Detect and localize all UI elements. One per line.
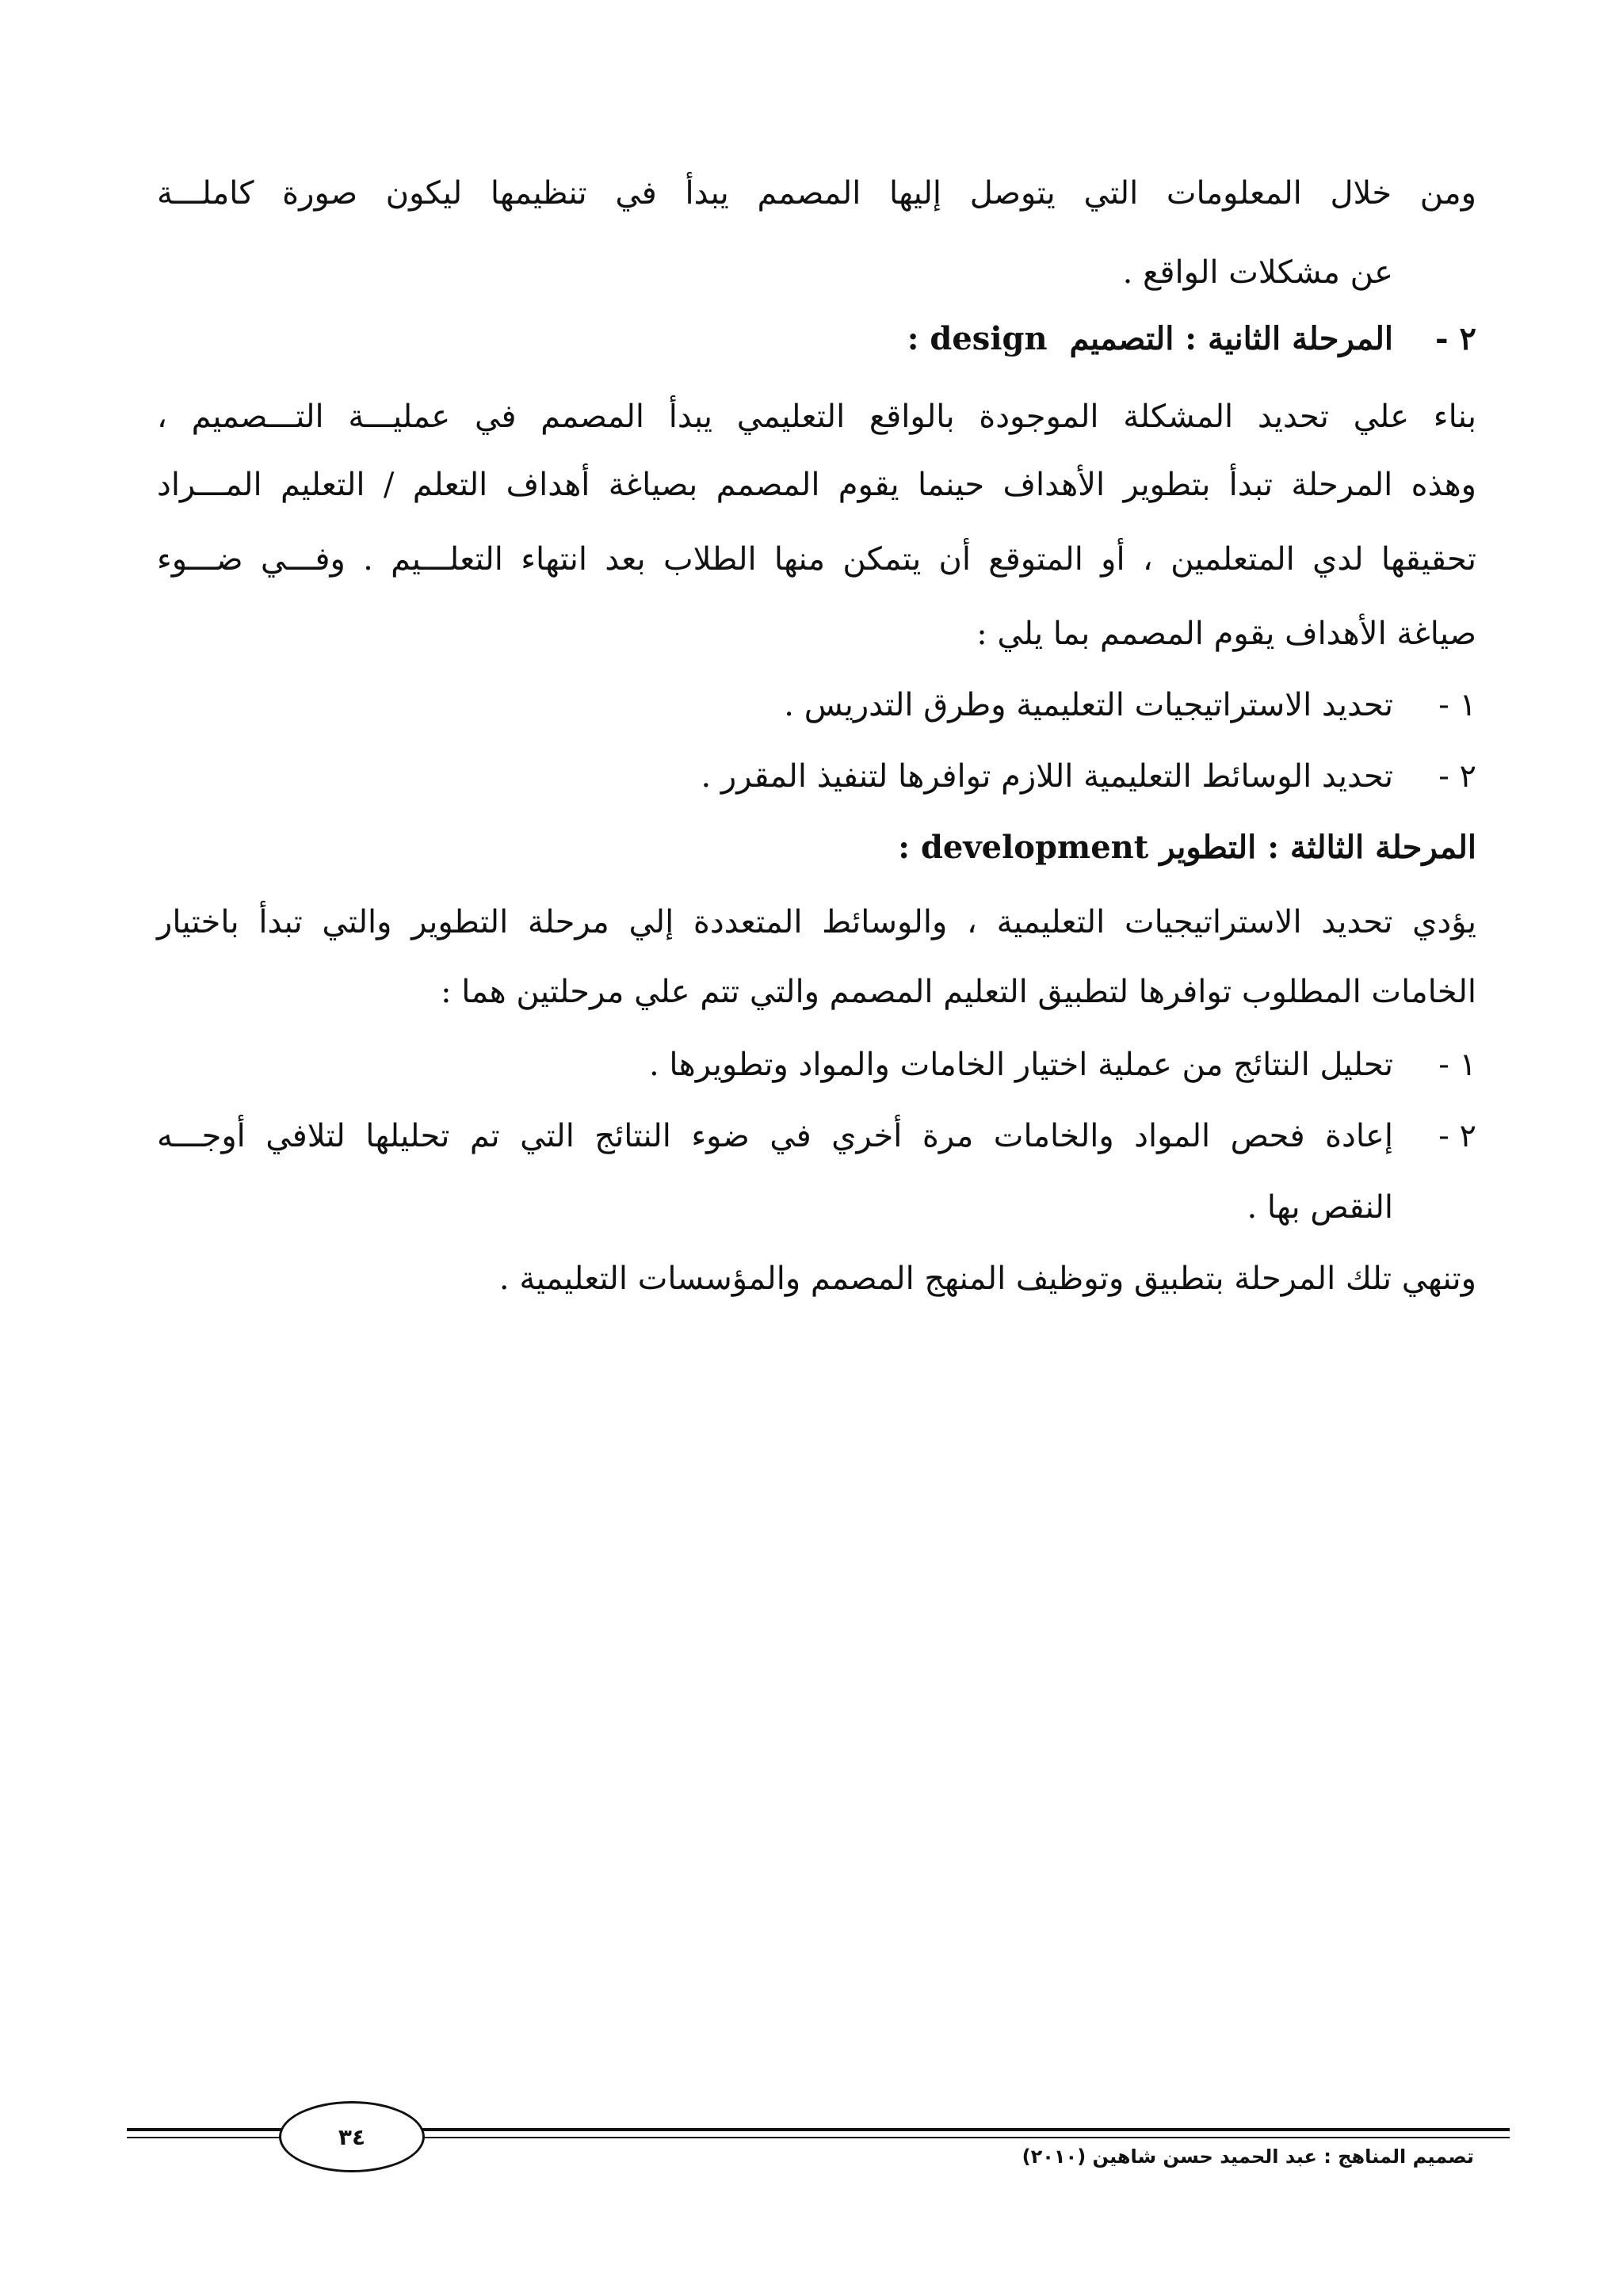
heading-end: : xyxy=(907,320,919,357)
paragraph-line: صياغة الأهداف يقوم المصمم بما يلي : xyxy=(976,616,1476,652)
paragraph-line: الخامات المطلوب توافرها لتطبيق التعليم المصمم والتي تتم علي مرحلتين هما : xyxy=(441,974,1476,1010)
heading-end: : xyxy=(898,829,911,866)
list-item: تحديد الوسائط التعليمية اللازم توافرها لتنفيذ المقرر . xyxy=(701,758,1393,795)
heading-latin-term: design xyxy=(930,320,1048,357)
list-item-number: ١ - xyxy=(1438,1047,1476,1083)
heading-separator: : xyxy=(1267,829,1279,866)
paragraph-line: ومن خلال المعلومات التي يتوصل إليها المصمم يبدأ في تنظيمها ليكون صورة كاملـــة xyxy=(157,175,1476,212)
paragraph-line: وهذه المرحلة تبدأ بتطوير الأهداف حينما يقوم المصمم بصياغة أهداف التعلم / التعليم المـــراد xyxy=(157,467,1476,503)
page-number-oval xyxy=(279,2101,425,2172)
heading-title: المرحلة الثالثة xyxy=(1289,829,1476,866)
list-item-number: ٢ - xyxy=(1438,1118,1476,1154)
heading-number: ٢ - xyxy=(1434,320,1476,357)
list-item-number: ١ - xyxy=(1438,687,1476,723)
paragraph-line: بناء علي تحديد المشكلة الموجودة بالواقع التعليمي يبدأ المصمم في عمليـــة التـــصميم ، xyxy=(157,399,1476,435)
list-item: تحليل النتائج من عملية اختيار الخامات والمواد وتطويرها . xyxy=(648,1047,1393,1083)
paragraph-line: وتنهي تلك المرحلة بتطبيق وتوظيف المنهج المصمم والمؤسسات التعليمية . xyxy=(498,1261,1476,1297)
list-item: إعادة فحص المواد والخامات مرة أخري في ضوء النتائج التي تم تحليلها لتلافي أوجـــه xyxy=(157,1118,1393,1154)
list-item-continuation: النقص بها . xyxy=(1247,1189,1393,1226)
list-item-number: ٢ - xyxy=(1438,758,1476,795)
heading-subtitle: التطوير xyxy=(1159,829,1257,866)
section-heading xyxy=(907,315,1393,363)
heading-title: المرحلة الثانية xyxy=(1207,320,1393,357)
footer-citation: تصميم المناهج : عبد الحميد حسن شاهين (٢٠١٠) xyxy=(1022,2145,1474,2168)
paragraph-line: عن مشكلات الواقع . xyxy=(1122,254,1393,291)
paragraph-line: يؤدي تحديد الاستراتيجيات التعليمية ، والوسائط المتعددة إلي مرحلة التطوير والتي تبدأ باختيار xyxy=(157,904,1476,940)
page-number: ٣٤ xyxy=(338,2123,366,2150)
heading-subtitle: التصميم xyxy=(1069,320,1174,357)
heading-separator: : xyxy=(1185,320,1197,357)
paragraph-line: تحقيقها لدي المتعلمين ، أو المتوقع أن يتمكن منها الطلاب بعد انتهاء التعلـــيم . وفـــي ضـــوء xyxy=(157,541,1476,578)
heading-latin-term: development xyxy=(920,829,1149,866)
list-item: تحديد الاستراتيجيات التعليمية وطرق التدريس . xyxy=(784,687,1393,723)
section-heading xyxy=(898,824,1476,871)
